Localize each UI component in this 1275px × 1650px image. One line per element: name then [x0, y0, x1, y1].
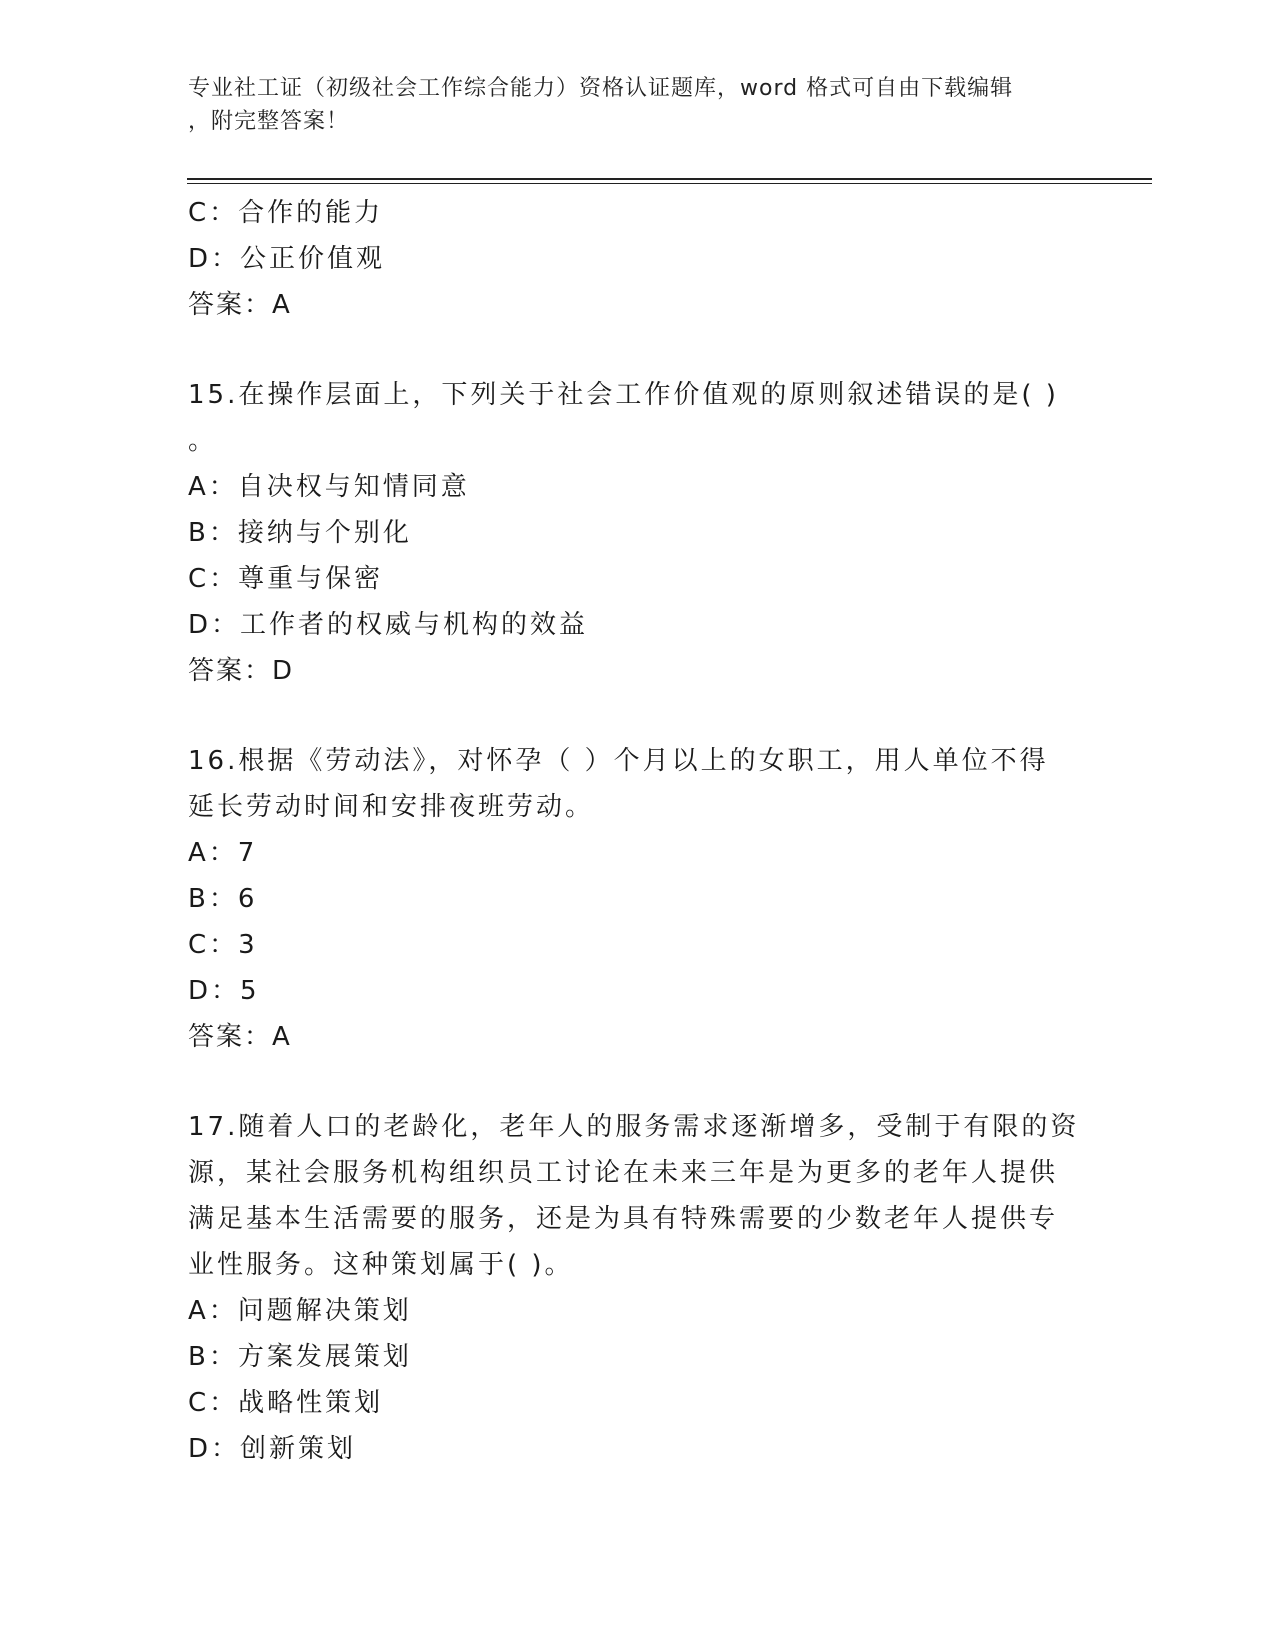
question-17: [188, 1104, 1088, 1472]
answer: 答案：A: [188, 290, 292, 320]
question-text: 。: [188, 426, 218, 456]
option-d: D：5: [188, 976, 260, 1006]
option-a: A：7: [188, 838, 258, 868]
option-d: D：工作者的权威与机构的效益: [188, 610, 589, 640]
option-c: C：尊重与保密: [188, 564, 384, 594]
option-d: D：公正价值观: [188, 244, 386, 274]
question-16: [188, 738, 1088, 1060]
question-text: 业性服务。这种策划属于( )。: [188, 1250, 574, 1280]
option-c: C：合作的能力: [188, 198, 384, 228]
question-text: 满足基本生活需要的服务，还是为具有特殊需要的少数老年人提供专: [188, 1204, 1059, 1234]
option-b: B：6: [188, 884, 258, 914]
answer: 答案：A: [188, 1022, 292, 1052]
header-line-1: 专业社工证（初级社会工作综合能力）资格认证题库，word 格式可自由下载编辑: [188, 76, 1014, 101]
page-header: [188, 72, 1068, 138]
question-14-tail: [188, 190, 1088, 328]
option-b: B：方案发展策划: [188, 1342, 412, 1372]
option-a: A：问题解决策划: [188, 1296, 412, 1326]
option-c: C：3: [188, 930, 258, 960]
option-b: B：接纳与个别化: [188, 518, 412, 548]
question-text: 15.在操作层面上，下列关于社会工作价值观的原则叙述错误的是( ): [188, 380, 1059, 410]
header-rule-thick: [187, 178, 1152, 180]
header-line-2: ，附完整答案！: [188, 109, 350, 134]
question-text: 源，某社会服务机构组织员工讨论在未来三年是为更多的老年人提供: [188, 1158, 1059, 1188]
question-15: [188, 372, 1088, 694]
option-c: C：战略性策划: [188, 1388, 384, 1418]
answer: 答案：D: [188, 656, 295, 686]
question-text: 延长劳动时间和安排夜班劳动。: [188, 792, 595, 822]
option-a: A：自决权与知情同意: [188, 472, 470, 502]
header-rule-thin: [187, 183, 1152, 184]
question-text: 16.根据《劳动法》，对怀孕（ ）个月以上的女职工，用人单位不得: [188, 746, 1049, 776]
option-d: D：创新策划: [188, 1434, 357, 1464]
question-list: [188, 190, 1088, 1472]
question-text: 17.随着人口的老龄化，老年人的服务需求逐渐增多，受制于有限的资: [188, 1112, 1080, 1142]
